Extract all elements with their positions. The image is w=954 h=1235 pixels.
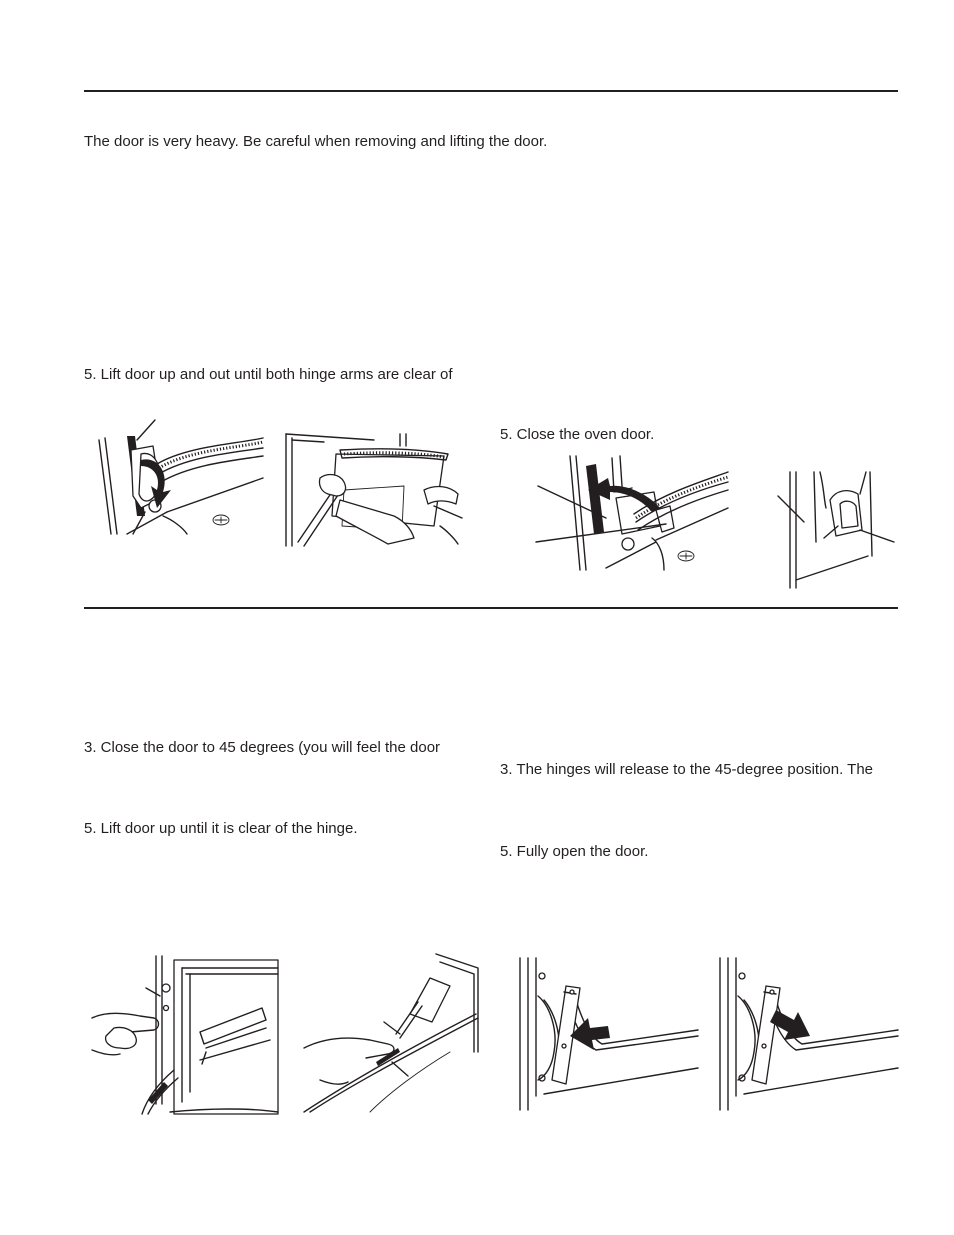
- middle-rule: [84, 607, 898, 609]
- replacement-step-5: 5. Fully open the door.: [500, 843, 649, 860]
- remove-step-5: 5. Lift door up and out until both hinge arms are clear of: [84, 366, 453, 383]
- hinge-slot-detail-illustration: [776, 470, 896, 590]
- removal-step-5: 5. Lift door up until it is clear of the hinge.: [84, 820, 358, 837]
- hand-on-hinge-illustration: [90, 952, 282, 1120]
- hinge-lock-detail-illustration: [97, 416, 265, 536]
- hinge-reinstall-illustration: [536, 452, 730, 572]
- door-on-hinge-illustration: [300, 952, 480, 1114]
- door-heavy-warning: The door is very heavy. Be careful when removing and lifting the door.: [84, 133, 548, 150]
- hinge-arm-in-illustration: [516, 956, 700, 1112]
- replace-step-5: 5. Close the oven door.: [500, 426, 655, 443]
- hinge-arm-out-illustration: [716, 956, 900, 1112]
- replacement-step-3: 3. The hinges will release to the 45-degree position. The: [500, 761, 874, 778]
- top-rule: [84, 90, 898, 92]
- removal-step-3: 3. Close the door to 45 degrees (you will feel the door: [84, 739, 441, 756]
- lifting-door-illustration: [284, 430, 464, 548]
